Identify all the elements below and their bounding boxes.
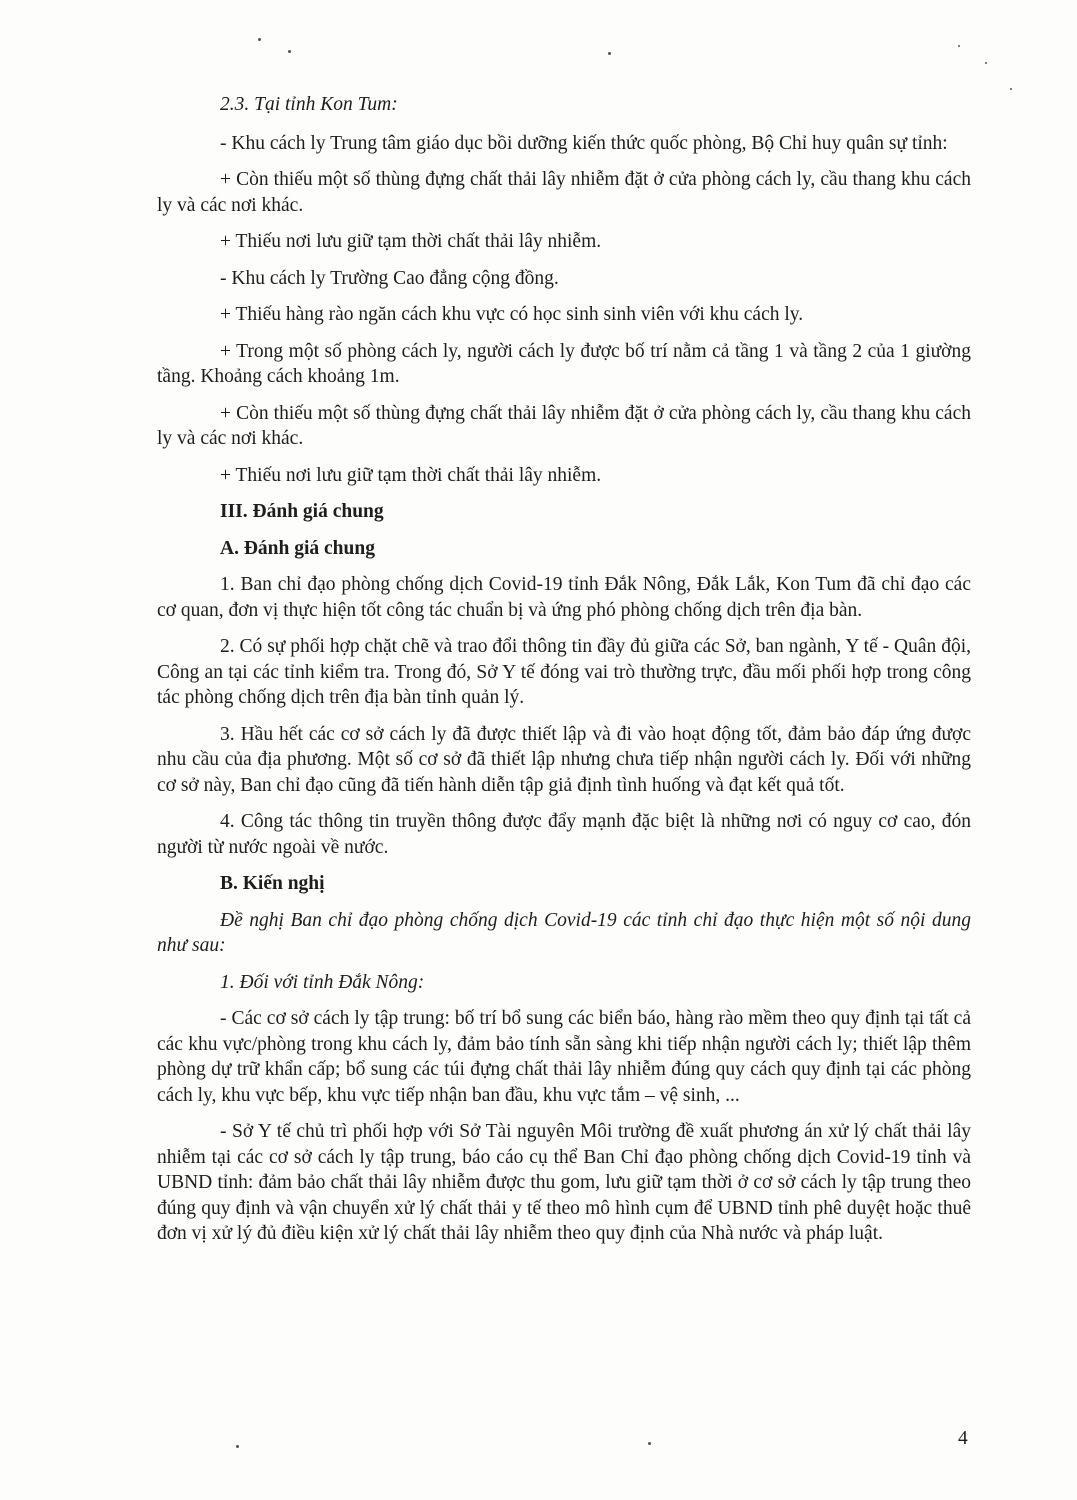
recommendation-item: - Sở Y tế chủ trì phối hợp với Sở Tài nguyên Môi trường đề xuất phương án xử lý chất thải lây nhiễm tại các cơ sở cách ly tập trung, báo cáo cụ thể Ban Chỉ đạo phòng chống dịch Covid-19 tỉnh và UBND tỉnh: đảm bảo chất thải lây nhiễm được thu gom, lưu giữ tạm thời ở cơ sở cách ly tập trung theo đúng quy định và vận chuyển xử lý chất thải y tế theo mô hình cụm để UBND tỉnh phê duyệt hoặc thuê đơn vị xử lý đủ điều kiện xử lý chất thải lây nhiễm theo quy định của Nhà nước và pháp luật. [157,1121,971,1244]
recommendation-item: - Các cơ sở cách ly tập trung: bố trí bổ sung các biển báo, hàng rào mềm theo quy định tại tất cả các khu vực/phòng trong khu cách ly, đảm bảo tính sẵn sàng khi tiếp nhận người cách ly; thiết lập thêm phòng dự trữ khẩn cấp; bổ sung các túi đựng chất thải lây nhiễm đúng quy cách quy định tại các phòng cách ly, khu vực bếp, khu vực tiếp nhận ban đầu, khu vực tắm – vệ sinh, ... [157,1008,971,1106]
assessment-item: 3. Hầu hết các cơ sở cách ly đã được thiết lập và đi vào hoạt động tốt, đảm bảo đáp ứng được nhu cầu của địa phương. Một số cơ sở đã thiết lập nhưng chưa tiếp nhận người cách ly. Đối với những cơ sở này, Ban chỉ đạo cũng đã tiến hành diễn tập giả định tình huống và đạt kết quả tốt. [157,723,971,796]
scan-speck [236,1445,239,1448]
paragraph: + Thiếu hàng rào ngăn cách khu vực có học sinh sinh viên với khu cách ly. [220,304,804,325]
paragraph: + Còn thiếu một số thùng đựng chất thải lây nhiễm đặt ở cửa phòng cách ly, cầu thang khu cách ly và các nơi khác. [157,402,971,449]
scan-speck [258,38,261,41]
heading-daknong: 1. Đối với tỉnh Đắk Nông: [220,971,425,993]
scan-speck [648,1442,651,1445]
scan-speck [608,52,611,55]
scan-speck [1010,88,1012,90]
assessment-item: 1. Ban chỉ đạo phòng chống dịch Covid-19 tỉnh Đắk Nông, Đắk Lắk, Kon Tum đã chỉ đạo các cơ quan, đơn vị thực hiện tốt công tác chuẩn bị và ứng phó phòng chống dịch trên địa bàn. [157,574,971,621]
heading-iii: III. Đánh giá chung [220,501,384,522]
scan-speck [985,62,987,64]
assessment-item: 4. Công tác thông tin truyền thông được đẩy mạnh đặc biệt là những nơi có nguy cơ cao, đón người từ nước ngoài về nước. [157,811,971,858]
section-heading: 2.3. Tại tỉnh Kon Tum: [220,94,398,115]
document-body [157,92,971,1258]
paragraph: - Khu cách ly Trường Cao đẳng cộng đồng. [220,267,559,289]
paragraph: + Trong một số phòng cách ly, người cách ly được bố trí nằm cả tầng 1 và tầng 2 của 1 giường tầng. Khoảng cách khoảng 1m. [157,340,971,387]
assessment-item: 2. Có sự phối hợp chặt chẽ và trao đổi thông tin đầy đủ giữa các Sở, ban ngành, Y tế - Quân đội, Công an tại các tỉnh kiểm tra. Trong đó, Sở Y tế đóng vai trò thường trực, đầu mối phối hợp trong công tác phòng chống dịch trên địa bàn tỉnh quản lý. [157,636,971,708]
paragraph: + Còn thiếu một số thùng đựng chất thải lây nhiễm đặt ở cửa phòng cách ly, cầu thang khu cách ly và các nơi khác. [157,169,971,216]
scan-speck [958,45,960,47]
paragraph: + Thiếu nơi lưu giữ tạm thời chất thải lây nhiễm. [220,464,602,486]
page-number: 4 [958,1428,968,1449]
heading-a: A. Đánh giá chung [220,537,375,559]
heading-b: B. Kiến nghị [220,873,325,894]
paragraph: - Khu cách ly Trung tâm giáo dục bồi dưỡng kiến thức quốc phòng, Bộ Chỉ huy quân sự tỉnh: [220,132,948,154]
paragraph: + Thiếu nơi lưu giữ tạm thời chất thải lây nhiễm. [220,231,602,252]
scan-speck [288,50,291,53]
recommend-intro: Đề nghị Ban chỉ đạo phòng chống dịch Covid-19 các tỉnh chỉ đạo thực hiện một số nội dung như sau: [157,909,971,956]
